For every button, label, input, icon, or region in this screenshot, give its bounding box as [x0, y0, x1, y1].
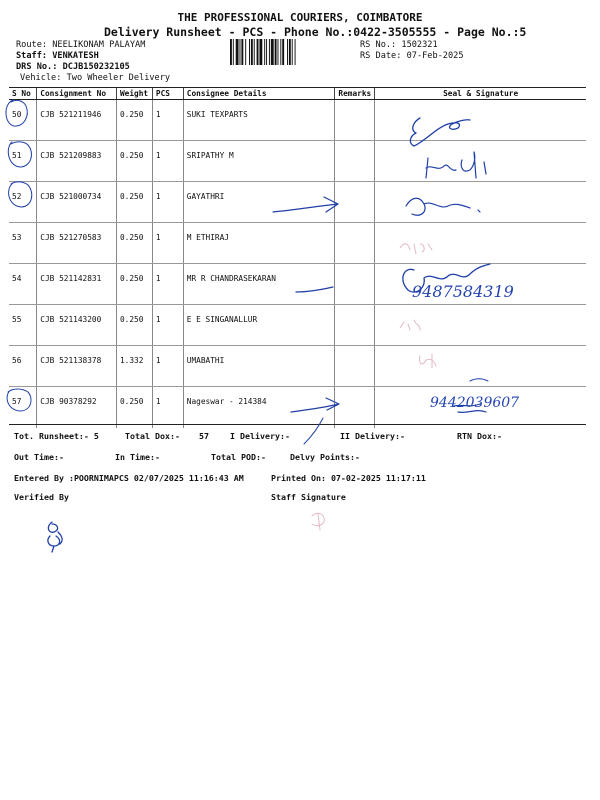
cell-pcs: 1 — [152, 141, 183, 182]
cell-sno: 50 — [9, 100, 37, 141]
cell-sno: 53 — [9, 223, 37, 264]
total-pod: Total POD:- — [211, 452, 266, 462]
cell-weight: 0.250 — [116, 100, 152, 141]
circle-mark — [7, 389, 31, 411]
faded-stamp — [400, 320, 420, 330]
cell-weight: 0.250 — [116, 141, 152, 182]
entered-by: Entered By :POORNIMAPCS 02/07/2025 11:16:43 AM — [14, 473, 244, 483]
cell-sno: 52 — [9, 182, 37, 223]
circle-mark — [9, 182, 32, 207]
cell-weight: 0.250 — [116, 305, 152, 346]
cell-consignment: CJB 90378292 — [37, 387, 117, 428]
staff-label: Staff: — [16, 51, 48, 61]
signature-mark — [410, 118, 470, 146]
signature-mark — [426, 152, 486, 178]
out-time: Out Time:- — [14, 452, 64, 462]
col-header-consignment: Consignment No — [37, 88, 117, 100]
cell-consignment: CJB 521270583 — [37, 223, 117, 264]
cell-consignment: CJB 521143200 — [37, 305, 117, 346]
verifier-signature — [48, 522, 62, 552]
col-header-sno: S No — [9, 88, 37, 100]
route-label: Route: — [16, 40, 48, 50]
rs-no-value: 1502321 — [401, 40, 438, 50]
circle-mark — [8, 142, 31, 167]
verified-by: Verified By — [14, 492, 69, 502]
cell-consignment: CJB 521138378 — [37, 346, 117, 387]
col-header-consignee: Consignee Details — [183, 88, 335, 100]
cell-consignee: UMABATHI — [183, 346, 335, 387]
cell-consignment: CJB 521209883 — [37, 141, 117, 182]
faded-stamp — [400, 244, 432, 254]
cell-pcs: 1 — [152, 182, 183, 223]
cell-consignee: SRIPATHY M — [183, 141, 335, 182]
rs-date-label: RS Date: — [360, 51, 402, 61]
cell-sno: 57 — [12, 397, 22, 406]
handwritten-phone-1: 9487584319 — [412, 282, 514, 301]
cell-pcs: 1 — [152, 305, 183, 346]
printed-on: Printed On: 07-02-2025 11:17:11 — [271, 473, 426, 483]
pen-stroke — [470, 379, 488, 381]
cell-sno: 56 — [9, 346, 37, 387]
cell-consignee: MR R CHANDRASEKARAN — [183, 264, 335, 305]
handwritten-phone-2: 9442039607 — [430, 395, 520, 411]
rtn-dox: RTN Dox:- — [457, 431, 502, 441]
faded-stamp — [419, 354, 436, 368]
cell-weight: 0.250 — [116, 223, 152, 264]
arrow-mark — [291, 398, 339, 412]
cell-sno: 55 — [9, 305, 37, 346]
cell-consignment: CJB 521142831 — [37, 264, 117, 305]
i-delivery: I Delivery:- — [230, 431, 290, 441]
col-header-weight: Weight — [116, 88, 152, 100]
cell-pcs: 1 — [152, 387, 183, 428]
staff-signature-label: Staff Signature — [271, 492, 346, 502]
cell-consignee: M ETHIRAJ — [183, 223, 335, 264]
col-header-pcs: PCS — [152, 88, 183, 100]
vehicle-value: Two Wheeler Delivery — [66, 73, 171, 83]
cell-consignee: Nageswar - 214384 — [183, 387, 335, 428]
cell-sno: 51 — [9, 141, 37, 182]
cell-pcs: 1 — [152, 346, 183, 387]
cell-weight: 0.250 — [116, 182, 152, 223]
cell-pcs: 1 — [152, 264, 183, 305]
runsheet-title: Delivery Runsheet - PCS - Phone No.:0422-3505555 - Page No.:5 — [104, 25, 527, 39]
route-value: NEELIKONAM PALAYAM — [52, 40, 146, 50]
cell-consignee: E E SINGANALLUR — [183, 305, 335, 346]
cell-weight: 0.250 — [116, 387, 152, 428]
tot-runsheet: Tot. Runsheet:- 5 — [14, 431, 99, 441]
staff-value: VENKATESH — [52, 51, 99, 61]
cell-consignee: GAYATHRI — [183, 182, 335, 223]
in-time: In Time:- — [115, 452, 160, 462]
delvy-points: Delvy Points:- — [290, 452, 360, 462]
ii-delivery: II Delivery:- — [340, 431, 405, 441]
total-dox-value: 57 — [198, 431, 209, 441]
cell-weight: 0.250 — [116, 264, 152, 305]
cell-consignment: CJB 521211946 — [37, 100, 117, 141]
cell-pcs: 1 — [152, 223, 183, 264]
drs-value: DCJB150232105 — [62, 62, 130, 72]
arrow-mark — [273, 197, 338, 212]
col-header-signature: Seal & Signature — [375, 88, 586, 100]
drs-label: DRS No.: — [16, 62, 58, 72]
company-name: THE PROFESSIONAL COURIERS, COIMBATORE — [177, 11, 423, 24]
circle-mark — [6, 100, 27, 126]
faded-stamp — [312, 513, 324, 530]
signature-mark — [406, 198, 480, 215]
col-header-remarks: Remarks — [335, 88, 375, 100]
cell-sno: 54 — [9, 264, 37, 305]
vehicle-label: Vehicle: — [20, 73, 62, 83]
cell-pcs: 1 — [152, 100, 183, 141]
cell-consignee: SUKI TEXPARTS — [183, 100, 335, 141]
total-dox-label: Total Dox:- — [125, 431, 180, 441]
cell-consignment: CJB 521000734 — [37, 182, 117, 223]
rs-date-value: 07-Feb-2025 — [406, 51, 464, 61]
rs-no-label: RS No.: — [360, 40, 397, 50]
arrow-mark — [296, 287, 333, 292]
pen-stroke — [304, 418, 323, 444]
cell-weight: 1.332 — [116, 346, 152, 387]
